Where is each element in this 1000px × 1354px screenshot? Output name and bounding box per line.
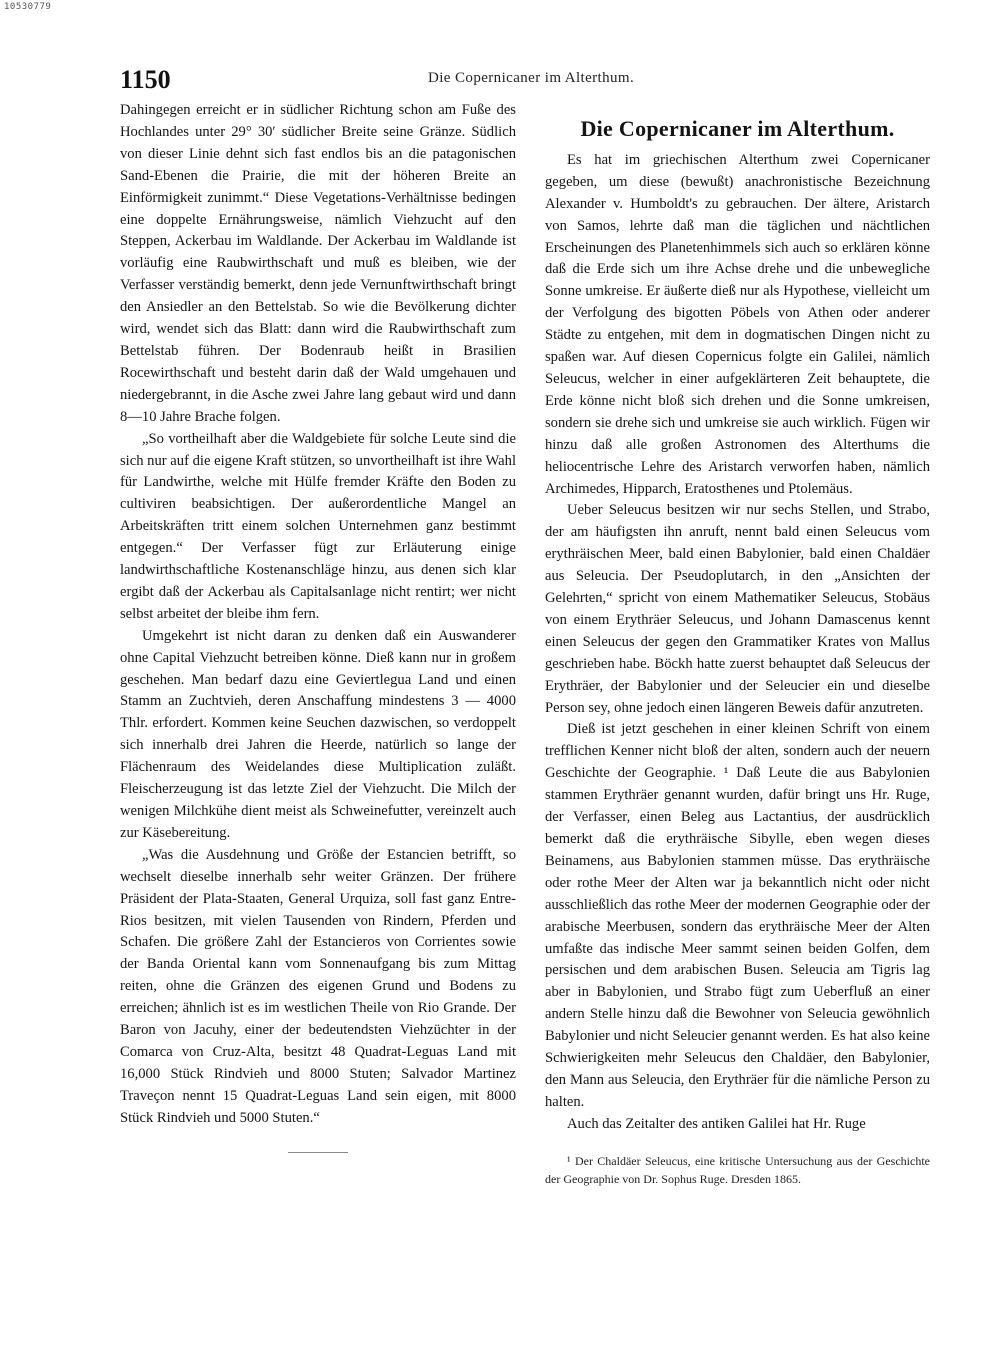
paragraph: Umgekehrt ist nicht daran zu denken daß ein Auswanderer ohne Capital Viehzucht betreiben könne. Dieß kann nur in großem geschehen. Man bedarf dazu eine Geviertlegua Land und einen Stamm an Zuchtvieh, deren Anschaffung mindestens 3 — 4000 Thlr. erfordert. Kommen keine Seuchen dazwischen, so verdoppelt sich innerhalb drei Jahren die Heerde, natürlich so lange der Flächenraum des Weidelandes diese Multiplication zuläßt. Fleischerzeugung ist das letzte Ziel der Viehzucht. Die Milch der wenigen Milchkühe dient meist als Schweinefutter, vereinzelt auch zur Käsebereitung. bbox=[120, 627, 516, 841]
right-column bbox=[545, 118, 930, 1188]
scan-id: 10530779 bbox=[4, 2, 52, 12]
paragraph: Ueber Seleucus besitzen wir nur sechs Stellen, und Strabo, der am häufigsten ihn anruft, nennt bald einen Seleucus vom erythräischen Meer, bald einen Babylonier, bald einen Chaldäer aus Seleucia. Der Pseudoplutarch, in den „Ansichten der Gelehrten,“ spricht von einem Mathematiker Seleucus, Stobäus von einem Erythräer Seleucus, und Johann Damascenus kennt einen Seleucus der gegen den Grammatiker Krates von Mallus geschrieben habe. Böckh hatte zuerst behauptet daß Seleucus der Erythräer, der Babylonier und der Seleucier ein und dieselbe Person sey, ohne jedoch einen längeren Beweis dafür anzutreten. bbox=[545, 502, 930, 716]
paragraph: Dahingegen erreicht er in südlicher Richtung schon am Fuße des Hochlandes unter 29° 30′ südlicher Breite seine Gränze. Südlich von dieser Linie dehnt sich fast endlos bis an die patagonischen Sand-Ebenen die Prairie, die mit der höheren Breite an Einförmigkeit zunimmt.“ Diese Vegetations-Verhältnisse bedingen eine doppelte Ernährungsweise, nämlich Viehzucht auf den Steppen, Ackerbau im Waldlande. Der Ackerbau im Waldlande ist vorläufig eine Raubwirthschaft und muß es bleiben, wie der Verfasser verständig bemerkt, denn jede Vernunftwirthschaft bringt den Ansiedler an den Bettelstab. So wie die Bevölkerung dichter wird, wendet sich das Blatt: dann wird die Raubwirthschaft zum Bettelstab führen. Der Bodenraub heißt in Brasilien Rocewirthschaft und besteht darin daß der Wald umgehauen und niedergebrannt, in die Asche zwei Jahre lang gebaut wird und dann 8—10 Jahre Brache folgen. bbox=[120, 102, 516, 425]
running-head: Die Copernicaner im Alterthum. bbox=[428, 70, 635, 86]
paragraph: Es hat im griechischen Alterthum zwei Copernicaner gegeben, um diese (bewußt) anachronistische Bezeichnung Alexander v. Humboldt's zu gebrauchen. Der ältere, Aristarch von Samos, lehrte daß man die täglichen und nächtlichen Erscheinungen des Planetenhimmels sich auch so erklären könne daß die Erde sich um ihre Achse drehe und die unbewegliche Sonne umkreise. Er äußerte dieß nur als Hypothese, vielleicht um der Verfolgung des bigotten Pöbels von Athen oder anderer Städte zu entgehen, mit dem in dogmatischen Dingen nicht zu spaßen war. Auf diesen Copernicus folgte ein Galilei, nämlich Seleucus, welcher in einer aufgeklärteren Zeit behauptete, die Erde könne nicht bloß sich drehen und die Sonne umkreisen, sondern sie drehe sich und umkreise sie auch wirklich. Fügen wir hinzu daß alle großen Astronomen des Alterthums die heliocentrische Lehre des Aristarch verworfen haben, nämlich Archimedes, Hipparch, Eratosthenes und Ptolemäus. bbox=[545, 151, 930, 497]
page-number: 1150 bbox=[120, 65, 171, 94]
paragraph: Auch das Zeitalter des antiken Galilei hat Hr. Ruge bbox=[567, 1115, 866, 1132]
article-title: Die Copernicaner im Alterthum. bbox=[580, 116, 895, 141]
paragraph: „Was die Ausdehnung und Größe der Estancien betrifft, so wechselt dieselbe innerhalb sehr weiter Gränzen. Der frühere Präsident der Plata-Staaten, General Urquiza, soll fast ganz Entre-Rios besitzen, mit vielen Tausenden von Rindern, Pferden und Schafen. Die größere Zahl der Estancieros von Corrientes sowie der Banda Oriental kann vom Sonnenaufgang bis zum Mittag reiten, ohne die Gränzen des eigenen Grund und Bodens zu erreichen; ähnlich ist es im westlichen Theile von Rio Grande. Der Baron von Jacuhy, einer der bedeutendsten Viehzüchter in der Comarca von Cruz-Alta, besitzt 48 Quadrat-Leguas Land mit 16,000 Stück Rindvieh und 8000 Stuten; Salvador Martinez Traveçon nennt 15 Quadrat-Leguas Land sein eigen, mit 8000 Stück Rindvieh und 5000 Stuten.“ bbox=[120, 846, 516, 1126]
paragraph: „So vortheilhaft aber die Waldgebiete für solche Leute sind die sich nur auf die eigene Kraft stützen, so unvortheilhaft ist ihre Wahl für Landwirthe, welche mit Hülfe fremder Kräfte den Boden zu cultiviren beabsichtigen. Der außerordentliche Mangel an Arbeitskräften tritt einem solchen Unternehmen ganz bestimmt entgegen.“ Der Verfasser fügt zur Erläuterung einige landwirthschaftliche Kostenanschläge hinzu, aus denen sich klar ergibt daß der Ackerbau als Capitalsanlage nicht rentirt; wer nicht selbst arbeitet der bleibe ihm fern. bbox=[120, 430, 516, 622]
left-column bbox=[120, 100, 516, 1153]
paragraph: Dieß ist jetzt geschehen in einer kleinen Schrift von einem trefflichen Kenner nicht bloß der alten, sondern auch der neuern Geschichte der Geographie. ¹ Daß Leute die aus Babylonien stammen Erythräer genannt wurden, dafür bringt uns Hr. Ruge, der Verfasser, einen Beleg aus Lactantius, der ausdrücklich bemerkt daß die erythräische Sibylle, eben wegen dieses Beinamens, aus Babylonien stammen müsse. Das erythräische oder rothe Meer der Alten war ja bekanntlich nicht oder nicht ausschließlich das rothe Meer der modernen Geographie oder der arabische Meerbusen, sondern das erythräische Meer der Alten umfaßte das indische Meer sammt seinen beiden Golfen, dem persischen und dem arabischen Busen. Seleucia am Tigris lag aber in Babylonien, und Strabo fügt zum Ueberfluß an einer andern Stelle hinzu daß die Bewohner von Seleucia gewöhnlich Babylonier und nicht Seleucier genannt werden. Es hat also keine Schwierigkeiten mehr Seleucus den Chaldäer, den Babylonier, den Mann aus Seleucia, den Erythräer für die nämliche Person zu halten. bbox=[545, 721, 930, 1110]
section-divider bbox=[288, 1152, 348, 1153]
footnote: ¹ Der Chaldäer Seleucus, eine kritische Untersuchung aus der Geschichte der Geographie von Dr. Sophus Ruge. Dresden 1865. bbox=[545, 1153, 930, 1186]
